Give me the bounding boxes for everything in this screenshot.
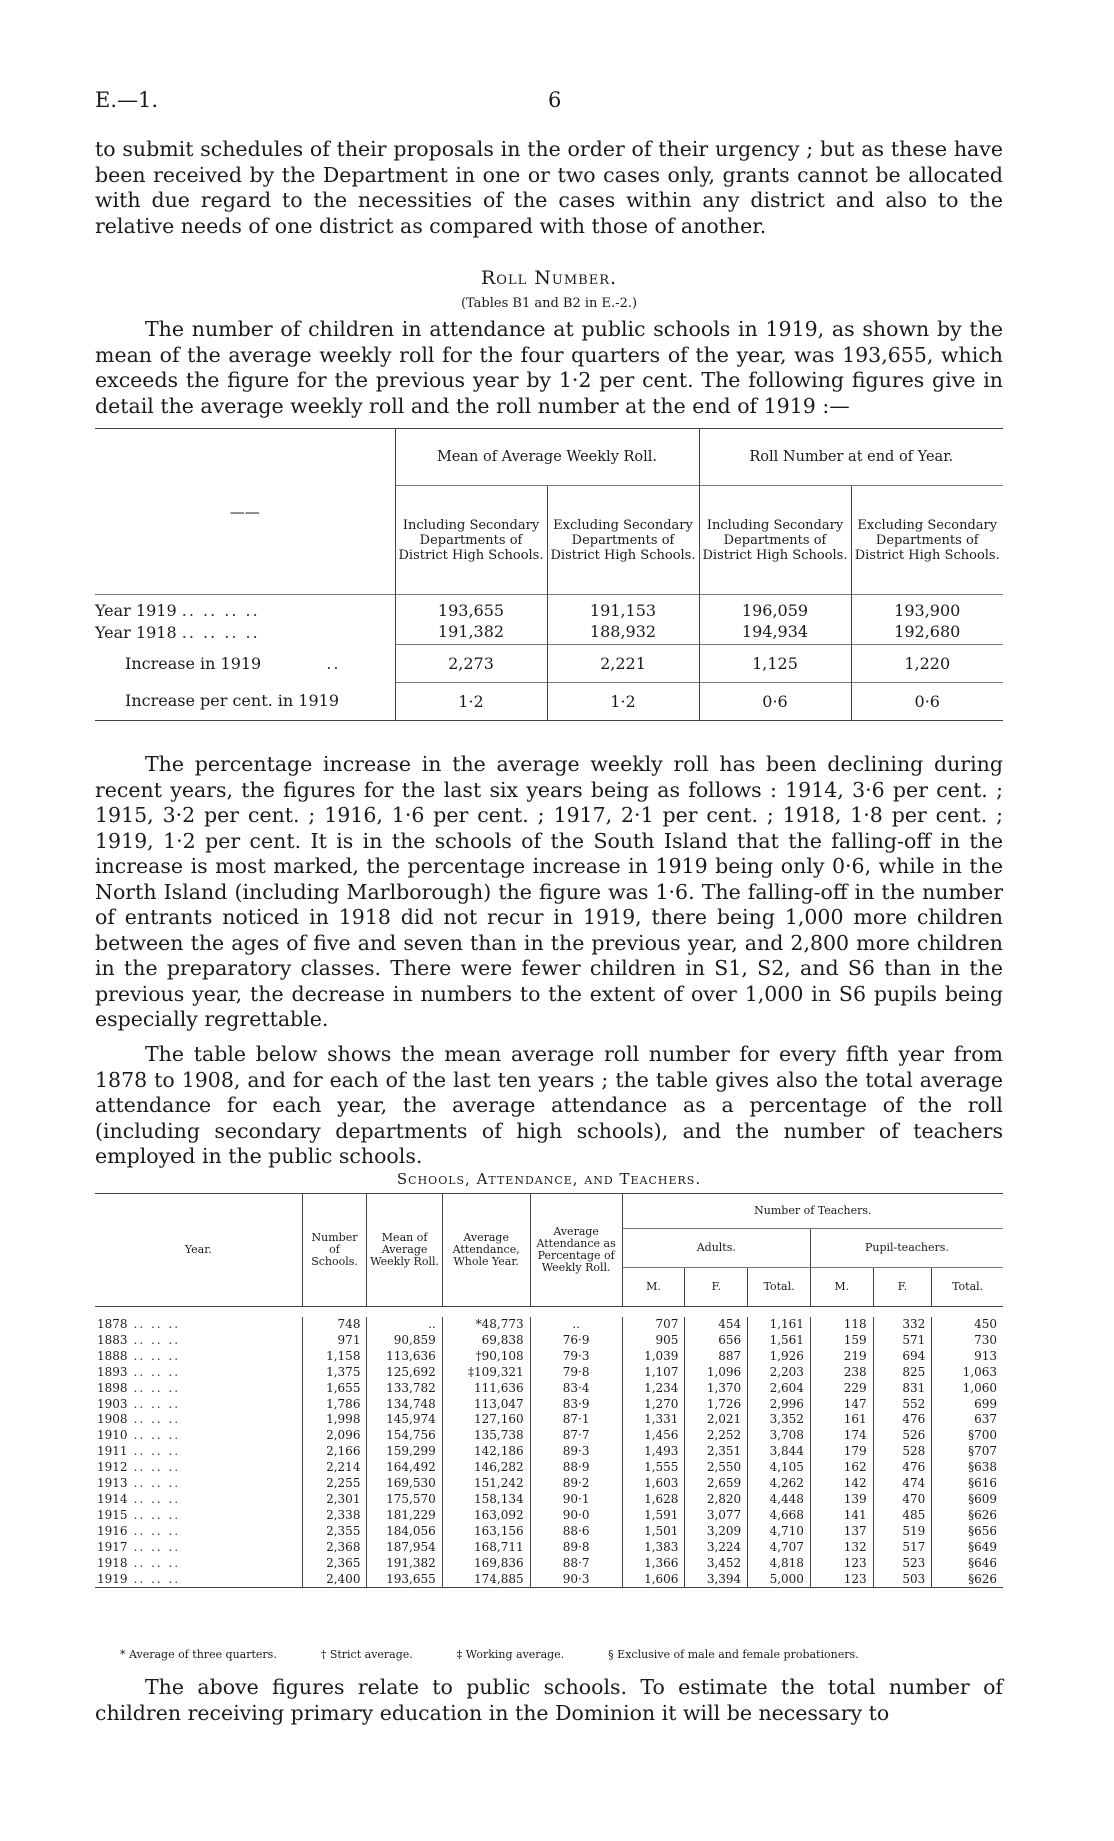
table-cell: 1,606	[622, 1572, 685, 1588]
paragraph-intro: to submit schedules of their proposals in the order of their urgency ; but as these have been received by the Department in one or two cases only, grants cannot be allocated with due regard to the necessities of the cases within any district and also to the relative needs of one district as compared with those of another.	[95, 137, 1003, 238]
table-cell: §638	[932, 1460, 1003, 1476]
header-number-of-teachers: Number of Teachers.	[622, 1194, 1003, 1229]
row-label: Year 1919 .. .. .. ..	[95, 595, 395, 621]
document-reference: E.—1.	[95, 88, 159, 112]
table-cell: 154,756	[367, 1428, 442, 1444]
leader-dots: .. .. ..	[133, 1491, 181, 1506]
year-label: 1914	[97, 1491, 128, 1506]
leader-dots: .. .. ..	[133, 1348, 181, 1363]
table-cell: 162	[810, 1460, 873, 1476]
year-label: 1918	[97, 1555, 128, 1570]
group-header-mean-weekly-roll: Mean of Average Weekly Roll.	[395, 429, 699, 486]
table-cell: 146,282	[442, 1460, 530, 1476]
table-cell: 2,659	[685, 1476, 748, 1492]
table-cell: 174,885	[442, 1572, 530, 1588]
table-cell: 1,270	[622, 1397, 685, 1413]
table-cell: 1,726	[685, 1397, 748, 1413]
leader-dots: .. .. ..	[133, 1332, 181, 1347]
table-cell: 159	[810, 1333, 873, 1349]
leader-dots: .. .. ..	[133, 1412, 181, 1427]
table-cell: 0·6	[699, 682, 851, 720]
header-schools: Number of Schools.	[302, 1194, 367, 1307]
row-year	[95, 1428, 302, 1444]
table-cell: 971	[302, 1333, 367, 1349]
footnote: § Exclusive of male and female probationers.	[608, 1648, 859, 1661]
section-heading-roll-number: Roll Number.	[480, 267, 618, 289]
table-row	[95, 1444, 1003, 1460]
stub-dash: ——	[95, 429, 395, 595]
header-pupil-teachers: Pupil-teachers.	[810, 1229, 1003, 1268]
table-cell: 2,365	[302, 1556, 367, 1572]
year-label: 1903	[97, 1396, 128, 1411]
table-row	[95, 1476, 1003, 1492]
table-cell: 113,047	[442, 1397, 530, 1413]
table-cell: 3,077	[685, 1508, 748, 1524]
table-cell: 1,220	[851, 644, 1003, 682]
table-cell: 90·0	[530, 1508, 622, 1524]
table-cell: §656	[932, 1524, 1003, 1540]
column-header: Excluding Secondary Departments of District High Schools.	[851, 486, 1003, 595]
table-cell: 5,000	[748, 1572, 811, 1588]
paragraph-closing: The above figures relate to public schools. To estimate the total number of children receiving primary education in the Dominion it will be necessary to	[95, 1675, 1003, 1725]
table-row	[95, 1365, 1003, 1381]
leader-dots: .. .. ..	[133, 1444, 181, 1459]
table-cell: 159,299	[367, 1444, 442, 1460]
table-cell: 192,680	[851, 620, 1003, 644]
table-row	[95, 1381, 1003, 1397]
page-number: 6	[548, 88, 562, 112]
table-cell: 1,060	[932, 1381, 1003, 1397]
table-cell: 89·3	[530, 1444, 622, 1460]
year-label: 1878	[97, 1317, 128, 1331]
table-row	[95, 1492, 1003, 1508]
footnote: ‡ Working average.	[456, 1648, 565, 1661]
table-cell: 127,160	[442, 1412, 530, 1428]
table-cell: 1,107	[622, 1365, 685, 1381]
table-cell: 699	[932, 1397, 1003, 1413]
schools-attendance-teachers-table	[95, 1193, 1003, 1588]
table-cell: 825	[873, 1365, 932, 1381]
table-cell: 1,375	[302, 1365, 367, 1381]
leader-dots: .. .. ..	[133, 1523, 181, 1538]
table-row	[95, 1540, 1003, 1556]
header-adults-total: Total.	[748, 1268, 811, 1307]
table-cell: §649	[932, 1540, 1003, 1556]
table-cell: 193,655	[395, 595, 547, 621]
year-label: 1912	[97, 1460, 128, 1475]
table-body	[95, 1317, 1003, 1588]
table-cell: 181,229	[367, 1508, 442, 1524]
table-cell: 476	[873, 1460, 932, 1476]
row-year	[95, 1349, 302, 1365]
year-label: 1910	[97, 1428, 128, 1443]
table-cell: 88·7	[530, 1556, 622, 1572]
table-cell: 2,166	[302, 1444, 367, 1460]
table-cell: 552	[873, 1397, 932, 1413]
paragraph-roll-number: The number of children in attendance at public schools in 1919, as shown by the mean of the average weekly roll for the four quarters of the year, was 193,655, which exceeds the figure for the previous year by 1·2 per cent. The following figures give in detail the average weekly roll and the roll number at the end of 1919 :—	[95, 317, 1003, 418]
leader-dots: .. .. ..	[133, 1555, 181, 1570]
table-cell: 3,352	[748, 1412, 811, 1428]
table-cell: 238	[810, 1365, 873, 1381]
roll-number-table	[95, 428, 1003, 721]
table-cell: 123	[810, 1572, 873, 1588]
column-header: Including Secondary Departments of District High Schools.	[395, 486, 547, 595]
table-cell: 191,382	[367, 1556, 442, 1572]
table-cell: 1,561	[748, 1333, 811, 1349]
year-label: 1898	[97, 1380, 128, 1395]
header-attendance: Average Attendance, Whole Year.	[442, 1194, 530, 1307]
footnotes	[120, 1648, 1000, 1661]
table-cell: 2,368	[302, 1540, 367, 1556]
year-label: 1913	[97, 1476, 128, 1491]
table-cell: 145,974	[367, 1412, 442, 1428]
table-cell: 147	[810, 1397, 873, 1413]
table-row	[95, 1333, 1003, 1349]
table-cell: 90·1	[530, 1492, 622, 1508]
table-cell: 125,692	[367, 1365, 442, 1381]
table-cell: 4,105	[748, 1460, 811, 1476]
table-cell: 1,655	[302, 1381, 367, 1397]
table-cell: 196,059	[699, 595, 851, 621]
table-cell: 1,998	[302, 1412, 367, 1428]
table-cell: 111,636	[442, 1381, 530, 1397]
table-cell: 1,063	[932, 1365, 1003, 1381]
table-cell: 454	[685, 1317, 748, 1333]
table-row	[95, 1556, 1003, 1572]
table-row	[95, 1460, 1003, 1476]
table-cell: 2,355	[302, 1524, 367, 1540]
table-cell: 219	[810, 1349, 873, 1365]
table-cell: 1,039	[622, 1349, 685, 1365]
column-header: Including Secondary Departments of District High Schools.	[699, 486, 851, 595]
table-cell: 694	[873, 1349, 932, 1365]
table-cell: 656	[685, 1333, 748, 1349]
table-cell: 113,636	[367, 1349, 442, 1365]
table-cell: 1,555	[622, 1460, 685, 1476]
table-cell: 485	[873, 1508, 932, 1524]
table-cell: 89·2	[530, 1476, 622, 1492]
table-cell: 2,604	[748, 1381, 811, 1397]
leader-dots: .. .. ..	[133, 1396, 181, 1411]
table-cell: 1,125	[699, 644, 851, 682]
row-label: Year 1918 .. .. .. ..	[95, 622, 260, 642]
table-row	[95, 1349, 1003, 1365]
table-cell: 193,655	[367, 1572, 442, 1588]
header-pupil-m: M.	[810, 1268, 873, 1307]
table-cell: 3,394	[685, 1572, 748, 1588]
table-cell: 1,493	[622, 1444, 685, 1460]
table-cell: 4,710	[748, 1524, 811, 1540]
table-cell: 193,900	[851, 595, 1003, 621]
leader-dots: .. .. ..	[133, 1317, 181, 1331]
year-label: 1911	[97, 1444, 128, 1459]
header-adults: Adults.	[622, 1229, 810, 1268]
table-cell: 913	[932, 1349, 1003, 1365]
table-cell: 2,338	[302, 1508, 367, 1524]
leader-dots: .. .. ..	[133, 1380, 181, 1395]
table-title: Schools, Attendance, and Teachers.	[396, 1170, 702, 1188]
table-cell: 2,550	[685, 1460, 748, 1476]
table-cell: 4,707	[748, 1540, 811, 1556]
table-cell: 1,161	[748, 1317, 811, 1333]
header-adults-f: F.	[685, 1268, 748, 1307]
table-cell: 1,096	[685, 1365, 748, 1381]
header-mean-roll: Mean of Average Weekly Roll.	[367, 1194, 442, 1307]
table-cell: 4,448	[748, 1492, 811, 1508]
table-cell: 707	[622, 1317, 685, 1333]
table-cell: 528	[873, 1444, 932, 1460]
year-label: 1893	[97, 1364, 128, 1379]
table-cell: ..	[530, 1317, 622, 1333]
table-cell: 1,628	[622, 1492, 685, 1508]
leader-dots: .. .. ..	[133, 1460, 181, 1475]
leader-dots: .. .. ..	[133, 1476, 181, 1491]
table-cell: 1,234	[622, 1381, 685, 1397]
table-cell: †90,108	[442, 1349, 530, 1365]
table-row	[95, 1572, 1003, 1588]
year-label: 1917	[97, 1539, 128, 1554]
table-cell: 134,748	[367, 1397, 442, 1413]
table-cell: 2,273	[395, 644, 547, 682]
table-cell: 1,366	[622, 1556, 685, 1572]
table-cell: 2,255	[302, 1476, 367, 1492]
row-year	[95, 1444, 302, 1460]
table-cell: ..	[367, 1317, 442, 1333]
table-cell: 175,570	[367, 1492, 442, 1508]
table-cell: 2,351	[685, 1444, 748, 1460]
table-cell: 1·2	[395, 682, 547, 720]
table-cell: 87·1	[530, 1412, 622, 1428]
table-cell: 3,209	[685, 1524, 748, 1540]
table-cell: 887	[685, 1349, 748, 1365]
row-year	[95, 1508, 302, 1524]
column-header: Excluding Secondary Departments of District High Schools.	[547, 486, 699, 595]
table-cell: 2,252	[685, 1428, 748, 1444]
row-year	[95, 1381, 302, 1397]
table-cell: 90,859	[367, 1333, 442, 1349]
group-header-roll-end-year: Roll Number at end of Year.	[699, 429, 1003, 486]
year-label: 1919	[97, 1571, 128, 1586]
table-cell: 1,926	[748, 1349, 811, 1365]
header-percentage: Average Attendance as Percentage of Weekly Roll.	[530, 1194, 622, 1307]
table-cell: 2,996	[748, 1397, 811, 1413]
table-cell: 79·3	[530, 1349, 622, 1365]
table-cell: §616	[932, 1476, 1003, 1492]
table-cell: 179	[810, 1444, 873, 1460]
table-cell: 135,738	[442, 1428, 530, 1444]
row-year	[95, 1492, 302, 1508]
table-row	[95, 1524, 1003, 1540]
table-cell: 3,708	[748, 1428, 811, 1444]
table-cell: *48,773	[442, 1317, 530, 1333]
table-cell: 1,158	[302, 1349, 367, 1365]
table-cell: 191,153	[547, 595, 699, 621]
year-label: 1883	[97, 1332, 128, 1347]
table-cell: 163,156	[442, 1524, 530, 1540]
leader-dots: .. .. ..	[133, 1571, 181, 1586]
year-label: 1915	[97, 1507, 128, 1522]
table-cell: 184,056	[367, 1524, 442, 1540]
row-year	[95, 1365, 302, 1381]
table-cell: 450	[932, 1317, 1003, 1333]
table-cell: 151,242	[442, 1476, 530, 1492]
table-cell: 637	[932, 1412, 1003, 1428]
table-cell: 83·4	[530, 1381, 622, 1397]
table-cell: 1,591	[622, 1508, 685, 1524]
table-cell: 1·2	[547, 682, 699, 720]
table-cell: 474	[873, 1476, 932, 1492]
table-cell: 1,603	[622, 1476, 685, 1492]
table-cell: 332	[873, 1317, 932, 1333]
table-cell: 1,370	[685, 1381, 748, 1397]
table-cell: 2,203	[748, 1365, 811, 1381]
table-cell: 4,668	[748, 1508, 811, 1524]
table-cell: 90·3	[530, 1572, 622, 1588]
table-cell: 142	[810, 1476, 873, 1492]
table-cell: 503	[873, 1572, 932, 1588]
table-cell: 2,820	[685, 1492, 748, 1508]
table-cell: 4,262	[748, 1476, 811, 1492]
table-cell: 161	[810, 1412, 873, 1428]
table-cell: 905	[622, 1333, 685, 1349]
row-year	[95, 1412, 302, 1428]
row-year	[95, 1556, 302, 1572]
table-cell: 79·8	[530, 1365, 622, 1381]
table-cell: 169,530	[367, 1476, 442, 1492]
table-cell: 133,782	[367, 1381, 442, 1397]
table-cell: §609	[932, 1492, 1003, 1508]
row-year	[95, 1317, 302, 1333]
table-cell: 4,818	[748, 1556, 811, 1572]
table-cell: 139	[810, 1492, 873, 1508]
table-cell: 188,932	[547, 620, 699, 644]
table-cell: 141	[810, 1508, 873, 1524]
table-cell: 1,456	[622, 1428, 685, 1444]
table-row	[95, 1508, 1003, 1524]
table-cell: 137	[810, 1524, 873, 1540]
paragraph-table-description: The table below shows the mean average roll number for every fifth year from 1878 to 1908, and for each of the last ten years ; the table gives also the total average attendance for each year, the average attendance as a percentage of the roll (including secondary departments of high schools), and the number of teachers employed in the public schools.	[95, 1042, 1003, 1168]
table-cell: 476	[873, 1412, 932, 1428]
footnote: † Strict average.	[320, 1648, 413, 1661]
header-adults-m: M.	[622, 1268, 685, 1307]
year-label: 1908	[97, 1412, 128, 1427]
table-row	[95, 1397, 1003, 1413]
table-cell: 158,134	[442, 1492, 530, 1508]
table-cell: 69,838	[442, 1333, 530, 1349]
table-cell: 0·6	[851, 682, 1003, 720]
table-cell: 831	[873, 1381, 932, 1397]
header-pupil-f: F.	[873, 1268, 932, 1307]
table-cell: 730	[932, 1333, 1003, 1349]
table-cell: 118	[810, 1317, 873, 1333]
table-cell: 2,021	[685, 1412, 748, 1428]
row-year	[95, 1572, 302, 1588]
table-cell: 523	[873, 1556, 932, 1572]
table-cell: 174	[810, 1428, 873, 1444]
table-cell: 1,331	[622, 1412, 685, 1428]
row-year	[95, 1524, 302, 1540]
table-cell: 132	[810, 1540, 873, 1556]
table-cell: 76·9	[530, 1333, 622, 1349]
table-cell: 519	[873, 1524, 932, 1540]
table-cell: 88·9	[530, 1460, 622, 1476]
table-cell: §707	[932, 1444, 1003, 1460]
year-label: 1916	[97, 1523, 128, 1538]
row-year	[95, 1397, 302, 1413]
row-year	[95, 1333, 302, 1349]
table-cell: 87·7	[530, 1428, 622, 1444]
paragraph-percentage-increase: The percentage increase in the average weekly roll has been declining during recent years, the figures for the last six years being as follows : 1914, 3·6 per cent. ; 1915, 3·2 per cent. ; 1916, 1·6 per cent. ; 1917, 2·1 per cent. ; 1918, 1·8 per cent. ; 1919, 1·2 per cent. It is in the schools of the South Island that the falling-off in the increase is most marked, the percentage increase in 1919 being only 0·6, while in the North Island (including Marlborough) the figure was 1·6. The falling-off in the number of entrants noticed in 1918 did not recur in 1919, there being 1,000 more children between the ages of five and seven than in the previous year, and 2,800 more children in the preparatory classes. There were fewer children in S1, S2, and S6 than in the previous year, the decrease in numbers to the extent of over 1,000 in S6 pupils being especially regrettable.	[95, 752, 1003, 1031]
table-cell: 83·9	[530, 1397, 622, 1413]
table-cell: 2,301	[302, 1492, 367, 1508]
table-cell: 2,400	[302, 1572, 367, 1588]
table-cell: 1,786	[302, 1397, 367, 1413]
table-cell: 168,711	[442, 1540, 530, 1556]
section-subheading: (Tables B1 and B2 in E.-2.)	[460, 296, 638, 311]
table-cell: 571	[873, 1333, 932, 1349]
table-cell: 517	[873, 1540, 932, 1556]
table-cell: 2,214	[302, 1460, 367, 1476]
table-cell: 123	[810, 1556, 873, 1572]
table-row	[95, 1428, 1003, 1444]
table-cell: 169,836	[442, 1556, 530, 1572]
table-cell: 1,501	[622, 1524, 685, 1540]
table-cell: 3,224	[685, 1540, 748, 1556]
table-row	[95, 1412, 1003, 1428]
table-cell: 748	[302, 1317, 367, 1333]
row-label: Increase in 1919 ..	[125, 653, 341, 673]
year-label: 1888	[97, 1348, 128, 1363]
leader-dots: .. .. ..	[133, 1428, 181, 1443]
table-cell: 2,221	[547, 644, 699, 682]
table-cell: 187,954	[367, 1540, 442, 1556]
row-year	[95, 1460, 302, 1476]
table-cell: 163,092	[442, 1508, 530, 1524]
footnote: * Average of three quarters.	[120, 1648, 277, 1661]
table-cell: 191,382	[395, 620, 547, 644]
table-cell: 3,452	[685, 1556, 748, 1572]
table-cell: §626	[932, 1572, 1003, 1588]
table-cell: 142,186	[442, 1444, 530, 1460]
table-cell: 229	[810, 1381, 873, 1397]
table-cell: 88·6	[530, 1524, 622, 1540]
table-cell: §626	[932, 1508, 1003, 1524]
table-cell: 470	[873, 1492, 932, 1508]
table-cell: 2,096	[302, 1428, 367, 1444]
header-pupil-total: Total.	[932, 1268, 1003, 1307]
leader-dots: .. .. ..	[133, 1364, 181, 1379]
table-row	[95, 1317, 1003, 1333]
table-cell: 1,383	[622, 1540, 685, 1556]
row-year	[95, 1476, 302, 1492]
table-cell: §646	[932, 1556, 1003, 1572]
leader-dots: .. .. ..	[133, 1539, 181, 1554]
table-cell: 526	[873, 1428, 932, 1444]
table-cell: 3,844	[748, 1444, 811, 1460]
leader-dots: .. .. ..	[133, 1507, 181, 1522]
row-label: Increase per cent. in 1919	[95, 682, 395, 720]
table-cell: 164,492	[367, 1460, 442, 1476]
table-cell: 194,934	[699, 620, 851, 644]
table-cell: 89·8	[530, 1540, 622, 1556]
table-cell: §700	[932, 1428, 1003, 1444]
table-cell: ‡109,321	[442, 1365, 530, 1381]
row-year	[95, 1540, 302, 1556]
header-year: Year.	[95, 1194, 302, 1307]
